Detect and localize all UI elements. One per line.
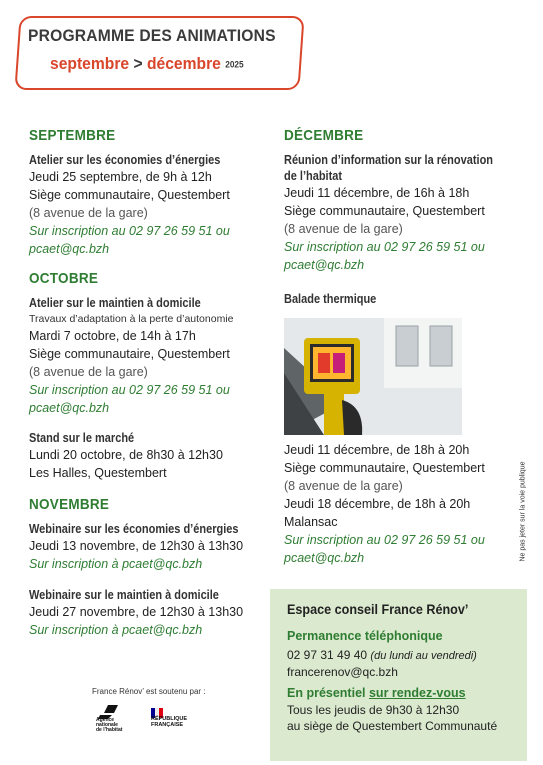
anah-line3: de l’habitat [96, 727, 123, 733]
event-date: Lundi 20 octobre, de 8h30 à 12h30 [29, 448, 223, 462]
period-end: décembre [146, 54, 221, 73]
support-text: France Rénov’ est soutenu par : [92, 687, 206, 696]
event-address: (8 avenue de la gare) [29, 365, 148, 379]
month-november: NOVEMBRE [29, 496, 110, 513]
event-signup[interactable]: Sur inscription à pcaet@qc.bzh [29, 557, 203, 571]
event-signup-email[interactable]: pcaet@qc.bzh [29, 401, 110, 415]
phone-heading: Permanence téléphonique [287, 629, 443, 643]
anah-line1: Agence [96, 717, 115, 723]
event-title: Webinaire sur le maintien à domicile [29, 588, 219, 602]
partner-logos [96, 703, 216, 735]
event-december-2-heading [284, 291, 524, 307]
event-subtitle: Travaux d’adaptation à la perte d’autonomie [29, 313, 234, 325]
phone-hours: (du lundi au vendredi) [370, 650, 477, 662]
event-november-1 [29, 521, 269, 573]
event-title: Balade thermique [284, 292, 377, 306]
left-column [29, 127, 269, 639]
period-start: septembre [50, 54, 130, 73]
event-place: Siège communautaire, Questembert [29, 188, 230, 202]
thermal-camera-illustration [284, 318, 462, 435]
event-signup: Sur inscription au 02 97 26 59 51 ou [284, 533, 485, 547]
event-signup: Sur inscription au 02 97 26 59 51 ou [29, 224, 230, 238]
event-date: Jeudi 27 novembre, de 12h30 à 13h30 [29, 605, 244, 619]
in-person-prefix: En présentiel [287, 686, 366, 700]
event-date: Jeudi 11 décembre, de 18h à 20h [284, 443, 470, 457]
event-november-2 [29, 587, 269, 639]
event-december-1 [284, 152, 524, 274]
phone-section [287, 629, 477, 680]
schedule-line-2: au siège de Questembert Communauté [287, 719, 498, 733]
litter-notice-text: Ne pas jeter sur la voie publique [519, 461, 527, 562]
month-december: DÉCEMBRE [284, 127, 364, 144]
event-title: Réunion d’information sur la rénovation [284, 153, 494, 167]
event-place: Siège communautaire, Questembert [284, 461, 485, 475]
republique-line2: FRANÇAISE [151, 722, 184, 728]
in-person-section [287, 686, 497, 734]
schedule-line-1: Tous les jeudis de 9h30 à 12h30 [287, 703, 460, 717]
event-october-2 [29, 430, 269, 482]
marianne-icon [151, 705, 163, 715]
event-title: Stand sur le marché [29, 431, 135, 445]
event-place: Les Halles, Questembert [29, 466, 167, 480]
panel-title: Espace conseil France Rénov’ [287, 601, 469, 617]
event-address: (8 avenue de la gare) [284, 479, 403, 493]
period-subtitle [50, 54, 244, 74]
france-renov-panel [270, 589, 527, 761]
event-signup[interactable]: Sur inscription à pcaet@qc.bzh [29, 623, 203, 637]
event-date: Jeudi 13 novembre, de 12h30 à 13h30 [29, 539, 244, 553]
phone-line [287, 647, 477, 664]
event-signup: Sur inscription au 02 97 26 59 51 ou [284, 240, 485, 254]
event-date: Mardi 7 octobre, de 14h à 17h [29, 329, 196, 343]
event-date: Jeudi 11 décembre, de 16h à 18h [284, 186, 470, 200]
event-december-2 [284, 441, 524, 567]
republique-text [151, 716, 187, 728]
event-date-2: Jeudi 18 décembre, de 18h à 20h [284, 497, 471, 511]
month-september: SEPTEMBRE [29, 127, 116, 144]
event-september-1 [29, 152, 269, 258]
event-place-2: Malansac [284, 515, 338, 529]
event-place: Siège communautaire, Questembert [29, 347, 230, 361]
anah-line2: nationale [96, 722, 118, 728]
month-october: OCTOBRE [29, 270, 99, 287]
event-october-1 [29, 295, 269, 417]
litter-notice [513, 455, 527, 575]
page-title: PROGRAMME DES ANIMATIONS [28, 26, 276, 45]
period-arrow: > [133, 54, 143, 73]
republique-line1: RÉPUBLIQUE [151, 716, 188, 722]
event-title-cont: de l’habitat [284, 169, 343, 183]
appointment-link[interactable]: sur rendez-vous [368, 686, 466, 700]
event-signup-email[interactable]: pcaet@qc.bzh [29, 242, 110, 256]
event-title: Atelier sur les économies d’énergies [29, 153, 221, 167]
phone-number[interactable]: 02 97 31 49 40 [287, 648, 368, 662]
event-date: Jeudi 25 septembre, de 9h à 12h [29, 170, 212, 184]
event-signup-email[interactable]: pcaet@qc.bzh [284, 551, 365, 565]
event-address: (8 avenue de la gare) [284, 222, 403, 236]
event-title: Webinaire sur les économies d’énergies [29, 522, 239, 536]
event-title: Atelier sur le maintien à domicile [29, 296, 201, 310]
right-column [284, 127, 524, 307]
thermal-camera-photo [284, 318, 462, 435]
panel-email[interactable]: francerenov@qc.bzh [287, 665, 398, 679]
anah-text [96, 718, 122, 733]
event-signup-email[interactable]: pcaet@qc.bzh [284, 258, 365, 272]
event-place: Siège communautaire, Questembert [284, 204, 485, 218]
event-signup: Sur inscription au 02 97 26 59 51 ou [29, 383, 230, 397]
period-year: 2025 [225, 59, 244, 70]
in-person-heading [287, 686, 497, 700]
event-address: (8 avenue de la gare) [29, 206, 148, 220]
